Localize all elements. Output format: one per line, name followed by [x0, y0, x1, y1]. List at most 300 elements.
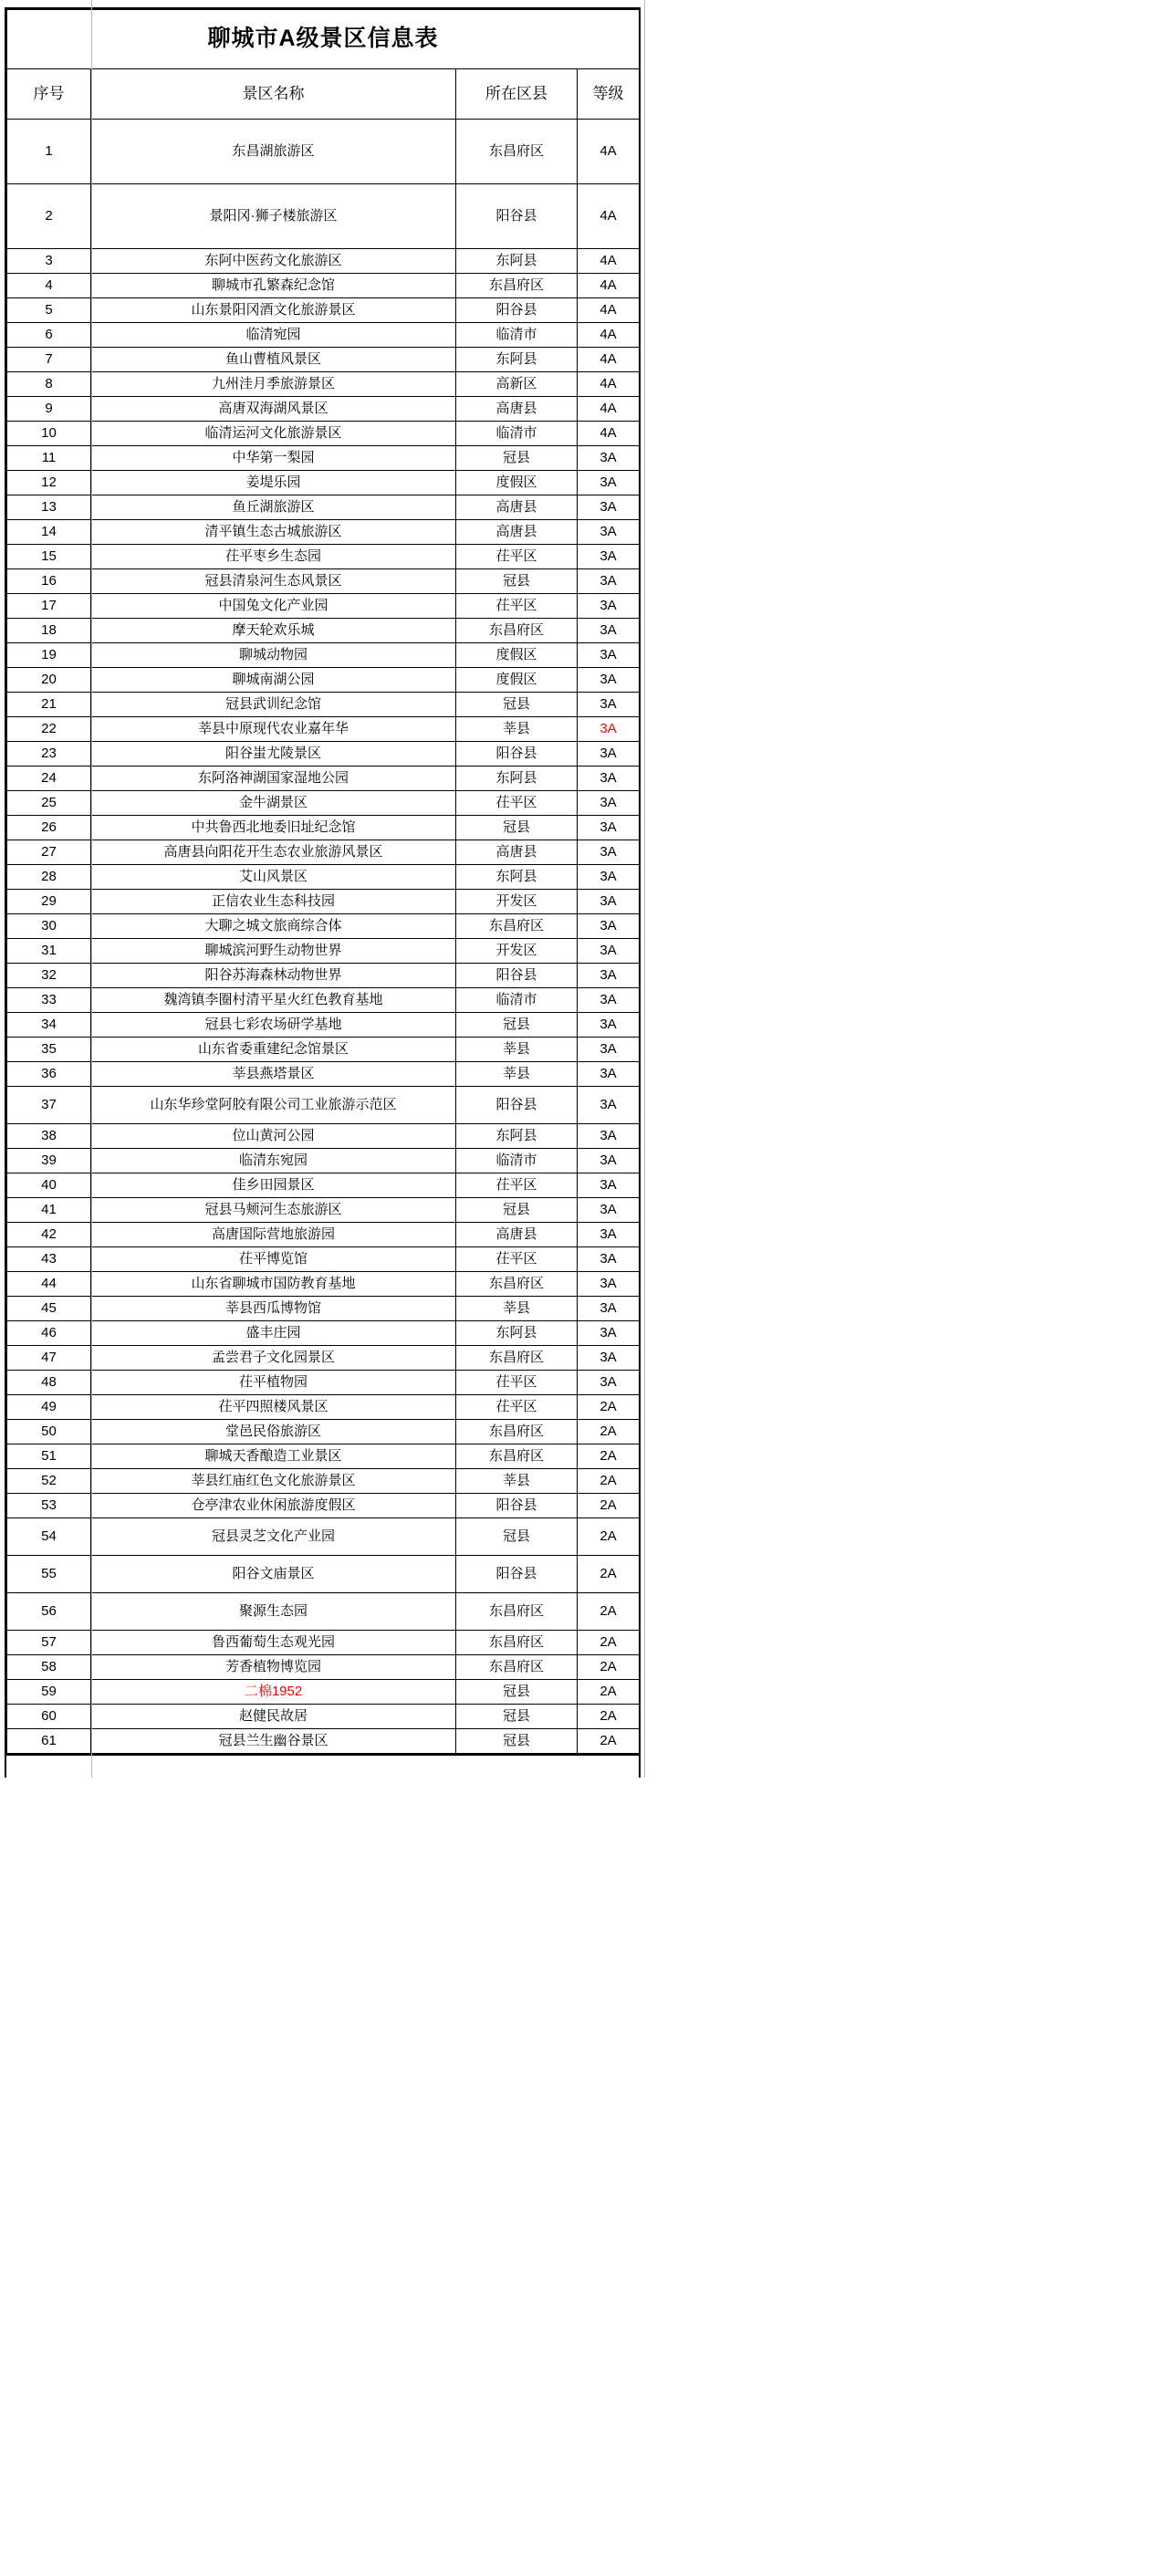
cell-level: 3A — [578, 840, 640, 865]
table-row — [7, 1371, 640, 1395]
cell-level: 3A — [578, 767, 640, 791]
table-header-row — [7, 69, 640, 120]
cell-level: 3A — [578, 914, 640, 939]
cell-serial-number: 34 — [7, 1013, 91, 1038]
table-row — [7, 1593, 640, 1631]
cell-serial-number: 52 — [7, 1469, 91, 1494]
table-row — [7, 495, 640, 520]
cell-scenic-area-name: 冠县七彩农场研学基地 — [91, 1013, 456, 1038]
cell-level: 4A — [578, 184, 640, 249]
cell-scenic-area-name: 景阳冈·狮子楼旅游区 — [91, 184, 456, 249]
cell-serial-number: 47 — [7, 1346, 91, 1371]
scenic-area-table — [6, 9, 640, 1754]
cell-scenic-area-name: 仓亭津农业休闲旅游度假区 — [91, 1494, 456, 1518]
cell-district: 冠县 — [456, 693, 578, 717]
cell-level: 3A — [578, 1272, 640, 1297]
cell-district: 莘县 — [456, 1038, 578, 1062]
cell-level: 3A — [578, 1149, 640, 1173]
table-row — [7, 298, 640, 323]
cell-level: 4A — [578, 397, 640, 422]
cell-district: 茌平区 — [456, 1173, 578, 1198]
cell-scenic-area-name: 聊城市孔繁森纪念馆 — [91, 274, 456, 298]
cell-serial-number: 30 — [7, 914, 91, 939]
cell-district: 阳谷县 — [456, 184, 578, 249]
cell-scenic-area-name: 茌平博览馆 — [91, 1247, 456, 1272]
cell-scenic-area-name: 聚源生态园 — [91, 1593, 456, 1631]
cell-serial-number: 31 — [7, 939, 91, 964]
cell-district: 冠县 — [456, 816, 578, 840]
cell-level: 2A — [578, 1705, 640, 1729]
cell-district: 东阿县 — [456, 1321, 578, 1346]
cell-district: 茌平区 — [456, 791, 578, 816]
table-row — [7, 520, 640, 545]
table-row — [7, 1198, 640, 1223]
cell-scenic-area-name: 聊城滨河野生动物世界 — [91, 939, 456, 964]
cell-scenic-area-name: 阳谷蚩尤陵景区 — [91, 742, 456, 767]
cell-district: 东阿县 — [456, 249, 578, 274]
table-row — [7, 1321, 640, 1346]
table-row — [7, 643, 640, 668]
cell-scenic-area-name: 临清运河文化旅游景区 — [91, 422, 456, 446]
table-row — [7, 249, 640, 274]
table-row — [7, 1729, 640, 1754]
table-row — [7, 717, 640, 742]
cell-district: 东昌府区 — [456, 1655, 578, 1680]
cell-serial-number: 48 — [7, 1371, 91, 1395]
cell-district: 阳谷县 — [456, 1087, 578, 1124]
table-row — [7, 1705, 640, 1729]
cell-level: 3A — [578, 594, 640, 619]
cell-scenic-area-name: 赵健民故居 — [91, 1705, 456, 1729]
table-row — [7, 988, 640, 1013]
cell-serial-number: 28 — [7, 865, 91, 890]
table-row — [7, 1247, 640, 1272]
cell-serial-number: 51 — [7, 1444, 91, 1469]
cell-scenic-area-name: 莘县中原现代农业嘉年华 — [91, 717, 456, 742]
cell-district: 冠县 — [456, 1729, 578, 1754]
cell-district: 东昌府区 — [456, 1444, 578, 1469]
cell-level: 3A — [578, 865, 640, 890]
cell-scenic-area-name: 茌平枣乡生态园 — [91, 545, 456, 569]
table-row — [7, 545, 640, 569]
cell-serial-number: 10 — [7, 422, 91, 446]
cell-serial-number: 20 — [7, 668, 91, 693]
cell-district: 冠县 — [456, 1518, 578, 1556]
cell-level: 4A — [578, 422, 640, 446]
table-row — [7, 1223, 640, 1247]
cell-level: 3A — [578, 495, 640, 520]
cell-serial-number: 50 — [7, 1420, 91, 1444]
cell-serial-number: 54 — [7, 1518, 91, 1556]
cell-scenic-area-name: 中共鲁西北地委旧址纪念馆 — [91, 816, 456, 840]
cell-scenic-area-name: 茌平四照楼风景区 — [91, 1395, 456, 1420]
cell-scenic-area-name: 冠县武训纪念馆 — [91, 693, 456, 717]
cell-level: 3A — [578, 1087, 640, 1124]
cell-serial-number: 35 — [7, 1038, 91, 1062]
cell-scenic-area-name: 正信农业生态科技园 — [91, 890, 456, 914]
cell-scenic-area-name: 东阿洛神湖国家湿地公园 — [91, 767, 456, 791]
cell-scenic-area-name: 鲁西葡萄生态观光园 — [91, 1631, 456, 1655]
table-row — [7, 693, 640, 717]
cell-level: 4A — [578, 372, 640, 397]
cell-district: 东昌府区 — [456, 1346, 578, 1371]
cell-district: 开发区 — [456, 890, 578, 914]
table-row — [7, 471, 640, 495]
cell-scenic-area-name: 莘县红庙红色文化旅游景区 — [91, 1469, 456, 1494]
table-row — [7, 816, 640, 840]
cell-district: 阳谷县 — [456, 742, 578, 767]
cell-district: 莘县 — [456, 1062, 578, 1087]
cell-serial-number: 7 — [7, 348, 91, 372]
cell-level: 2A — [578, 1556, 640, 1593]
cell-serial-number: 38 — [7, 1124, 91, 1149]
cell-scenic-area-name: 聊城动物园 — [91, 643, 456, 668]
cell-district: 高新区 — [456, 372, 578, 397]
cell-scenic-area-name: 高唐县向阳花开生态农业旅游风景区 — [91, 840, 456, 865]
cell-serial-number: 4 — [7, 274, 91, 298]
cell-serial-number: 25 — [7, 791, 91, 816]
cell-district: 东昌府区 — [456, 914, 578, 939]
cell-scenic-area-name: 位山黄河公园 — [91, 1124, 456, 1149]
table-row — [7, 446, 640, 471]
table-row — [7, 1469, 640, 1494]
cell-scenic-area-name: 摩天轮欢乐城 — [91, 619, 456, 643]
cell-level: 3A — [578, 816, 640, 840]
table-row — [7, 1297, 640, 1321]
cell-district: 东昌府区 — [456, 619, 578, 643]
table-row — [7, 1556, 640, 1593]
cell-serial-number: 27 — [7, 840, 91, 865]
table-row — [7, 323, 640, 348]
cell-level: 3A — [578, 939, 640, 964]
cell-serial-number: 46 — [7, 1321, 91, 1346]
table-row — [7, 1494, 640, 1518]
cell-serial-number: 45 — [7, 1297, 91, 1321]
cell-serial-number: 44 — [7, 1272, 91, 1297]
cell-serial-number: 8 — [7, 372, 91, 397]
page-title: 聊城市A级景区信息表 — [7, 10, 640, 69]
cell-district: 东阿县 — [456, 1124, 578, 1149]
cell-serial-number: 55 — [7, 1556, 91, 1593]
table-bottom-strip — [5, 1754, 641, 1778]
cell-district: 度假区 — [456, 668, 578, 693]
cell-serial-number: 17 — [7, 594, 91, 619]
cell-district: 莘县 — [456, 1469, 578, 1494]
column-gutter-line — [91, 0, 92, 1778]
cell-scenic-area-name: 鱼丘湖旅游区 — [91, 495, 456, 520]
column-header-level: 等级 — [578, 69, 640, 120]
cell-serial-number: 12 — [7, 471, 91, 495]
cell-serial-number: 58 — [7, 1655, 91, 1680]
cell-serial-number: 3 — [7, 249, 91, 274]
table-row — [7, 619, 640, 643]
cell-level: 3A — [578, 988, 640, 1013]
cell-scenic-area-name: 鱼山曹植风景区 — [91, 348, 456, 372]
cell-scenic-area-name: 临清宛园 — [91, 323, 456, 348]
cell-level: 3A — [578, 1062, 640, 1087]
cell-serial-number: 33 — [7, 988, 91, 1013]
cell-district: 东阿县 — [456, 767, 578, 791]
table-row — [7, 1655, 640, 1680]
cell-district: 阳谷县 — [456, 964, 578, 988]
cell-level: 3A — [578, 1223, 640, 1247]
cell-level: 2A — [578, 1655, 640, 1680]
cell-district: 东昌府区 — [456, 1420, 578, 1444]
cell-serial-number: 29 — [7, 890, 91, 914]
table-row — [7, 422, 640, 446]
table-row — [7, 964, 640, 988]
cell-scenic-area-name: 聊城天香酿造工业景区 — [91, 1444, 456, 1469]
cell-serial-number: 5 — [7, 298, 91, 323]
cell-district: 东昌府区 — [456, 1272, 578, 1297]
cell-scenic-area-name: 临清东宛园 — [91, 1149, 456, 1173]
cell-serial-number: 26 — [7, 816, 91, 840]
table-row — [7, 594, 640, 619]
cell-district: 茌平区 — [456, 1371, 578, 1395]
cell-level: 2A — [578, 1680, 640, 1705]
cell-level: 3A — [578, 643, 640, 668]
cell-district: 开发区 — [456, 939, 578, 964]
cell-district: 莘县 — [456, 717, 578, 742]
cell-serial-number: 42 — [7, 1223, 91, 1247]
table-row — [7, 865, 640, 890]
cell-scenic-area-name: 冠县马颊河生态旅游区 — [91, 1198, 456, 1223]
cell-serial-number: 59 — [7, 1680, 91, 1705]
table-row — [7, 890, 640, 914]
table-row — [7, 1173, 640, 1198]
cell-level: 4A — [578, 120, 640, 184]
table-row — [7, 742, 640, 767]
table-title-row — [7, 10, 640, 69]
cell-serial-number: 43 — [7, 1247, 91, 1272]
cell-scenic-area-name: 中国兔文化产业园 — [91, 594, 456, 619]
cell-serial-number: 11 — [7, 446, 91, 471]
cell-district: 临清市 — [456, 988, 578, 1013]
cell-level: 3A — [578, 717, 640, 742]
cell-district: 东昌府区 — [456, 120, 578, 184]
cell-district: 高唐县 — [456, 495, 578, 520]
cell-district: 度假区 — [456, 643, 578, 668]
cell-scenic-area-name: 茌平植物园 — [91, 1371, 456, 1395]
cell-scenic-area-name: 盛丰庄园 — [91, 1321, 456, 1346]
cell-level: 3A — [578, 1321, 640, 1346]
table-row — [7, 939, 640, 964]
cell-serial-number: 22 — [7, 717, 91, 742]
cell-serial-number: 37 — [7, 1087, 91, 1124]
cell-level: 3A — [578, 1013, 640, 1038]
cell-level: 2A — [578, 1631, 640, 1655]
cell-scenic-area-name: 东阿中医药文化旅游区 — [91, 249, 456, 274]
cell-serial-number: 39 — [7, 1149, 91, 1173]
cell-scenic-area-name: 冠县清泉河生态风景区 — [91, 569, 456, 594]
cell-district: 茌平区 — [456, 1395, 578, 1420]
cell-serial-number: 40 — [7, 1173, 91, 1198]
cell-scenic-area-name: 堂邑民俗旅游区 — [91, 1420, 456, 1444]
cell-district: 东阿县 — [456, 865, 578, 890]
table-row — [7, 767, 640, 791]
cell-serial-number: 16 — [7, 569, 91, 594]
cell-level: 3A — [578, 619, 640, 643]
cell-scenic-area-name: 二棉1952 — [91, 1680, 456, 1705]
cell-serial-number: 36 — [7, 1062, 91, 1087]
cell-level: 3A — [578, 569, 640, 594]
table-row — [7, 274, 640, 298]
cell-serial-number: 23 — [7, 742, 91, 767]
table-row — [7, 914, 640, 939]
table-row — [7, 1062, 640, 1087]
table-row — [7, 840, 640, 865]
cell-serial-number: 61 — [7, 1729, 91, 1754]
cell-scenic-area-name: 大聊之城文旅商综合体 — [91, 914, 456, 939]
cell-level: 3A — [578, 791, 640, 816]
cell-serial-number: 56 — [7, 1593, 91, 1631]
table-row — [7, 1038, 640, 1062]
cell-level: 2A — [578, 1494, 640, 1518]
cell-level: 2A — [578, 1444, 640, 1469]
cell-district: 临清市 — [456, 422, 578, 446]
table-row — [7, 1346, 640, 1371]
cell-level: 3A — [578, 1371, 640, 1395]
cell-level: 2A — [578, 1593, 640, 1631]
cell-scenic-area-name: 清平镇生态古城旅游区 — [91, 520, 456, 545]
cell-level: 3A — [578, 1124, 640, 1149]
cell-scenic-area-name: 阳谷文庙景区 — [91, 1556, 456, 1593]
table-row — [7, 1013, 640, 1038]
cell-district: 东昌府区 — [456, 274, 578, 298]
table-row — [7, 184, 640, 249]
cell-district: 临清市 — [456, 1149, 578, 1173]
cell-district: 莘县 — [456, 1297, 578, 1321]
cell-serial-number: 18 — [7, 619, 91, 643]
cell-level: 3A — [578, 1198, 640, 1223]
cell-level: 3A — [578, 693, 640, 717]
cell-level: 3A — [578, 1247, 640, 1272]
cell-scenic-area-name: 芳香植物博览园 — [91, 1655, 456, 1680]
cell-level: 3A — [578, 1297, 640, 1321]
column-header-area: 所在区县 — [456, 69, 578, 120]
column-header-no: 序号 — [7, 69, 91, 120]
table-row — [7, 668, 640, 693]
cell-scenic-area-name: 魏湾镇李圈村清平星火红色教育基地 — [91, 988, 456, 1013]
cell-scenic-area-name: 山东省聊城市国防教育基地 — [91, 1272, 456, 1297]
table-row — [7, 1395, 640, 1420]
table-row — [7, 397, 640, 422]
cell-scenic-area-name: 东昌湖旅游区 — [91, 120, 456, 184]
table-row — [7, 1680, 640, 1705]
cell-serial-number: 24 — [7, 767, 91, 791]
cell-level: 2A — [578, 1518, 640, 1556]
cell-scenic-area-name: 山东省委重建纪念馆景区 — [91, 1038, 456, 1062]
cell-district: 阳谷县 — [456, 1494, 578, 1518]
column-header-name: 景区名称 — [91, 69, 456, 120]
cell-scenic-area-name: 高唐双海湖风景区 — [91, 397, 456, 422]
cell-level: 3A — [578, 545, 640, 569]
cell-scenic-area-name: 莘县西瓜博物馆 — [91, 1297, 456, 1321]
table-row — [7, 348, 640, 372]
cell-scenic-area-name: 冠县灵芝文化产业园 — [91, 1518, 456, 1556]
table-row — [7, 120, 640, 184]
cell-level: 4A — [578, 274, 640, 298]
cell-level: 2A — [578, 1469, 640, 1494]
cell-district: 冠县 — [456, 446, 578, 471]
cell-serial-number: 49 — [7, 1395, 91, 1420]
top-gutter — [0, 0, 1168, 7]
cell-district: 高唐县 — [456, 397, 578, 422]
cell-serial-number: 1 — [7, 120, 91, 184]
cell-scenic-area-name: 阳谷苏海森林动物世界 — [91, 964, 456, 988]
cell-serial-number: 60 — [7, 1705, 91, 1729]
cell-level: 3A — [578, 446, 640, 471]
cell-district: 茌平区 — [456, 594, 578, 619]
cell-scenic-area-name: 山东景阳冈酒文化旅游景区 — [91, 298, 456, 323]
cell-scenic-area-name: 聊城南湖公园 — [91, 668, 456, 693]
cell-scenic-area-name: 佳乡田园景区 — [91, 1173, 456, 1198]
cell-district: 东昌府区 — [456, 1593, 578, 1631]
cell-serial-number: 21 — [7, 693, 91, 717]
cell-level: 4A — [578, 298, 640, 323]
cell-scenic-area-name: 冠县兰生幽谷景区 — [91, 1729, 456, 1754]
cell-level: 3A — [578, 1346, 640, 1371]
cell-serial-number: 19 — [7, 643, 91, 668]
table-row — [7, 1149, 640, 1173]
cell-level: 3A — [578, 890, 640, 914]
cell-serial-number: 32 — [7, 964, 91, 988]
cell-district: 冠县 — [456, 1013, 578, 1038]
cell-serial-number: 53 — [7, 1494, 91, 1518]
cell-serial-number: 13 — [7, 495, 91, 520]
cell-district: 临清市 — [456, 323, 578, 348]
cell-district: 高唐县 — [456, 520, 578, 545]
cell-district: 冠县 — [456, 569, 578, 594]
cell-scenic-area-name: 姜堤乐园 — [91, 471, 456, 495]
cell-level: 3A — [578, 668, 640, 693]
cell-level: 2A — [578, 1420, 640, 1444]
cell-district: 茌平区 — [456, 1247, 578, 1272]
cell-district: 东阿县 — [456, 348, 578, 372]
cell-district: 冠县 — [456, 1680, 578, 1705]
cell-district: 冠县 — [456, 1198, 578, 1223]
cell-level: 2A — [578, 1395, 640, 1420]
cell-level: 3A — [578, 1038, 640, 1062]
table-row — [7, 1124, 640, 1149]
cell-level: 2A — [578, 1729, 640, 1754]
cell-serial-number: 15 — [7, 545, 91, 569]
cell-level: 3A — [578, 964, 640, 988]
cell-serial-number: 9 — [7, 397, 91, 422]
table-row — [7, 372, 640, 397]
table-row — [7, 569, 640, 594]
scenic-area-table-container — [5, 7, 641, 1754]
cell-serial-number: 14 — [7, 520, 91, 545]
cell-scenic-area-name: 莘县燕塔景区 — [91, 1062, 456, 1087]
cell-serial-number: 57 — [7, 1631, 91, 1655]
table-row — [7, 1272, 640, 1297]
cell-scenic-area-name: 中华第一梨园 — [91, 446, 456, 471]
cell-district: 冠县 — [456, 1705, 578, 1729]
cell-district: 茌平区 — [456, 545, 578, 569]
cell-district: 阳谷县 — [456, 298, 578, 323]
table-row — [7, 1518, 640, 1556]
cell-district: 东昌府区 — [456, 1631, 578, 1655]
cell-serial-number: 2 — [7, 184, 91, 249]
cell-level: 4A — [578, 323, 640, 348]
table-row — [7, 1444, 640, 1469]
table-row — [7, 1631, 640, 1655]
cell-scenic-area-name: 金牛湖景区 — [91, 791, 456, 816]
cell-scenic-area-name: 艾山风景区 — [91, 865, 456, 890]
cell-district: 高唐县 — [456, 1223, 578, 1247]
cell-district: 阳谷县 — [456, 1556, 578, 1593]
